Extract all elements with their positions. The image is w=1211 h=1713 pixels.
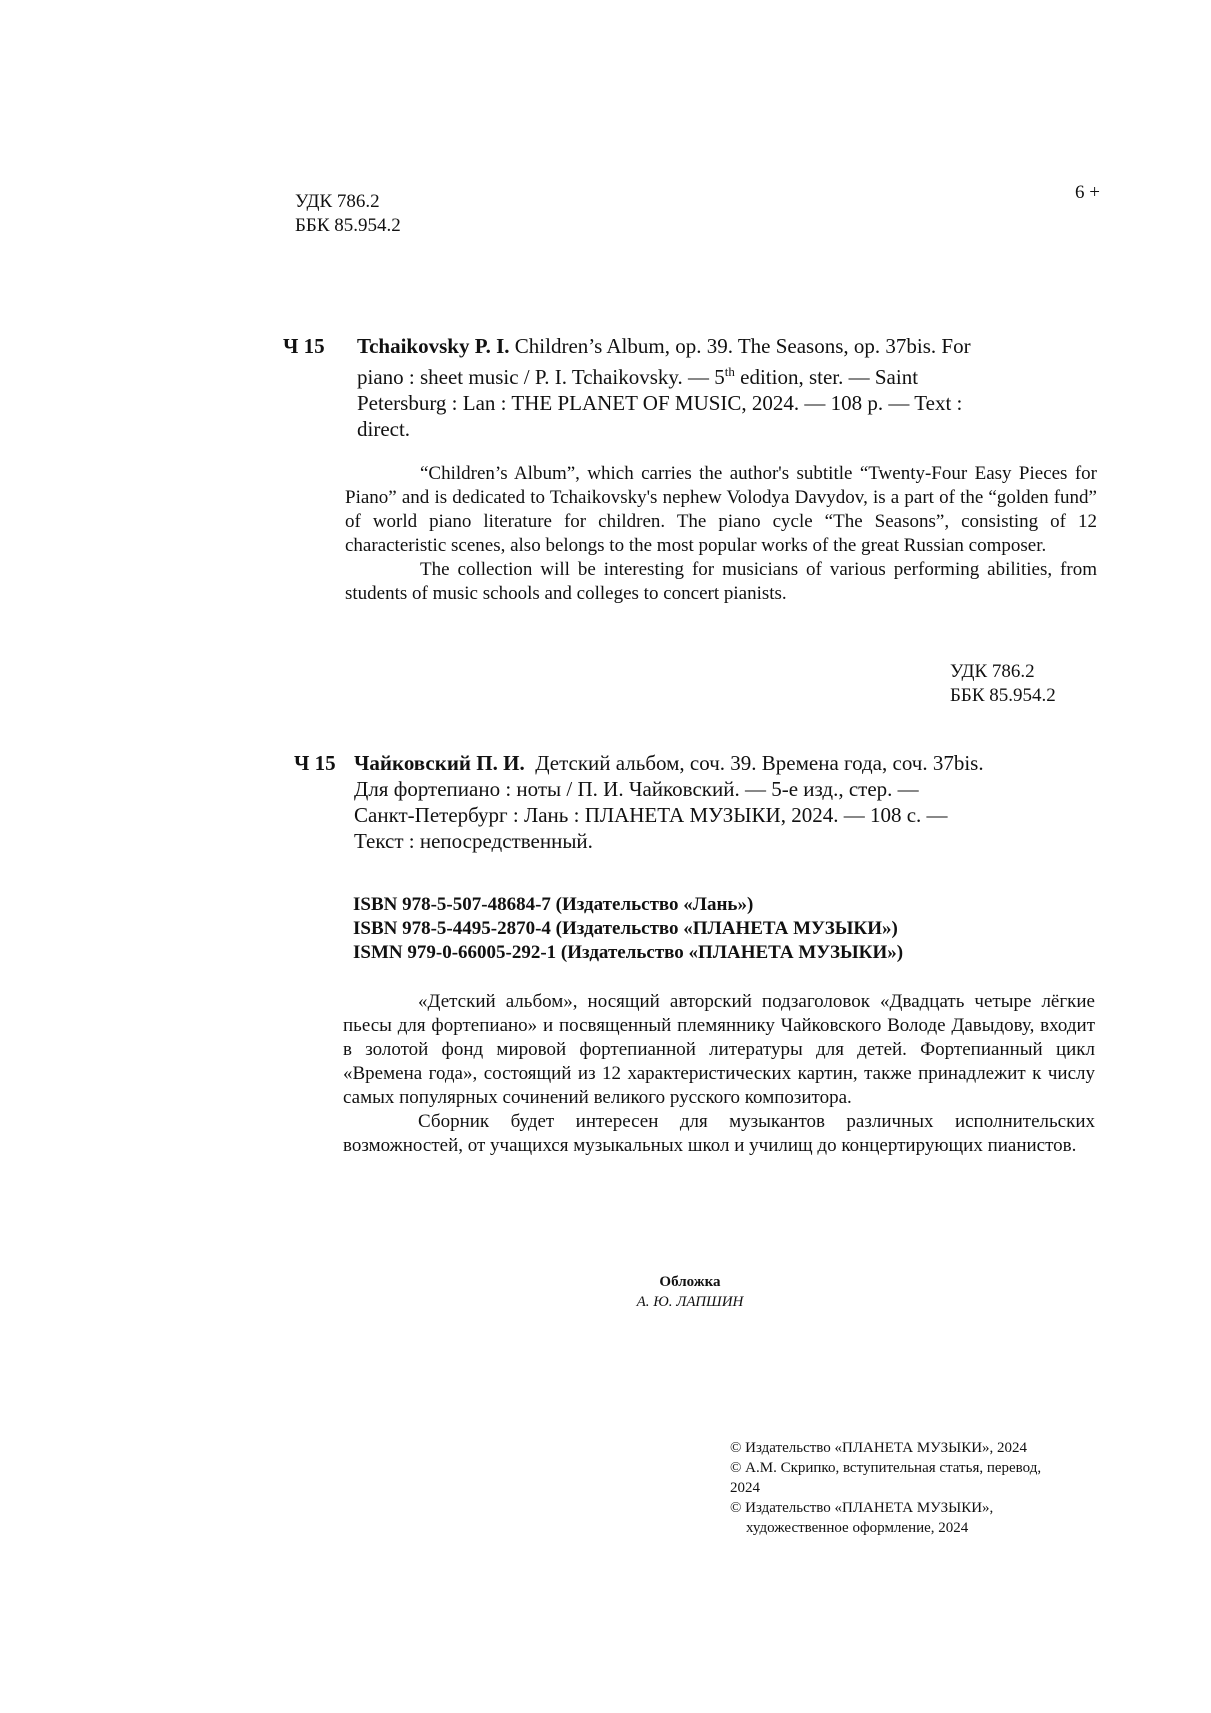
russian-bibliographic-entry — [294, 750, 1084, 854]
cover-designer-name: А. Ю. ЛАПШИН — [636, 1294, 744, 1310]
age-rating: 6 + — [1075, 182, 1100, 203]
middle-classification-codes — [950, 660, 1056, 708]
ru-entry-line-4: Текст : непосредственный. — [354, 829, 593, 853]
en-entry-line-2: piano : sheet music / P. I. Tchaikovsky. — 5th edition, ster. — Saint — [357, 364, 919, 389]
en-abstract-paragraph-2: The collection will be interesting for musicians of various performing abilities, from students of music schools and colleges to concert pianists. — [345, 559, 1097, 604]
title-part: Children’s Album, op. 39. The Seasons, op. 37bis. For — [514, 334, 971, 358]
catalog-code: Ч 15 — [294, 751, 336, 775]
cover-label: Обложка — [659, 1274, 721, 1290]
udk-code: УДК 786.2 — [295, 191, 380, 212]
isbn-block — [353, 893, 903, 965]
edition-superscript: th — [724, 364, 735, 379]
copyright-block — [730, 1438, 1090, 1538]
copyright-line-5: художественное оформление, 2024 — [746, 1520, 969, 1536]
ru-entry-line-2: Для фортепиано : ноты / П. И. Чайковский. — 5-е изд., стер. — — [354, 777, 919, 801]
bbk-code: ББК 85.954.2 — [950, 685, 1056, 706]
en-abstract-paragraph-1: “Children’s Album”, which carries the author's subtitle “Twenty-Four Easy Pieces for Piano” and is dedicated to Tchaikovsky's nephew Volodya Davydov, is a part of the “golden fund” of world piano literature for children. The piano cycle “The Seasons”, consisting of 12 characteristic scenes, also belongs to the most popular works of the great Russian composer. — [345, 463, 1097, 556]
cover-credit — [560, 1272, 820, 1312]
ru-abstract-paragraph-2: Сборник будет интересен для музыкантов различных исполнительских возможностей, от учащихся музыкальных школ и училищ до концертирующих пианистов. — [343, 1111, 1095, 1156]
copyright-line-3: 2024 — [730, 1480, 760, 1496]
title-part: Детский альбом, соч. 39. Времена года, соч. 37bis. — [535, 751, 984, 775]
ru-abstract-paragraph-1: «Детский альбом», носящий авторский подзаголовок «Двадцать четыре лёгкие пьесы для фортепиано» и посвященный племяннику Чайковского Володе Давыдову, входит в золотой фонд мировой фортепианной литературы для детей. Фортепианный цикл «Времена года», состоящий из 12 характеристических картин, также принадлежит к числу самых популярных сочинений великого русского композитора. — [343, 991, 1095, 1108]
udk-code: УДК 786.2 — [950, 661, 1035, 682]
isbn-planet: ISBN 978-5-4495-2870-4 (Издательство «ПЛАНЕТА МУЗЫКИ») — [353, 918, 898, 939]
ru-entry-line-3: Санкт-Петербург : Лань : ПЛАНЕТА МУЗЫКИ, 2024. — 108 с. — — [354, 803, 948, 827]
author-name: Чайковский П. И. — [354, 751, 525, 775]
en-entry-line-3: Petersburg : Lan : THE PLANET OF MUSIC, 2024. — 108 p. — Text : — [357, 391, 963, 415]
copyright-line-2: © А.М. Скрипко, вступительная статья, перевод, — [730, 1460, 1042, 1476]
catalog-code: Ч 15 — [283, 334, 325, 358]
en-entry-line-4: direct. — [357, 417, 411, 441]
english-bibliographic-entry — [283, 333, 1088, 442]
author-name: Tchaikovsky P. I. — [357, 334, 510, 358]
english-abstract — [345, 462, 1097, 606]
copyright-line-1: © Издательство «ПЛАНЕТА МУЗЫКИ», 2024 — [730, 1440, 1028, 1456]
ismn-planet: ISMN 979-0-66005-292-1 (Издательство «ПЛАНЕТА МУЗЫКИ») — [353, 942, 904, 963]
top-classification-codes — [295, 190, 401, 238]
isbn-lan: ISBN 978-5-507-48684-7 (Издательство «Лань») — [353, 894, 754, 915]
bbk-code: ББК 85.954.2 — [295, 215, 401, 236]
copyright-line-4: © Издательство «ПЛАНЕТА МУЗЫКИ», — [730, 1500, 994, 1516]
en-entry-line-1 — [283, 333, 1088, 359]
russian-abstract — [343, 990, 1095, 1158]
ru-entry-line-1 — [294, 750, 1084, 776]
